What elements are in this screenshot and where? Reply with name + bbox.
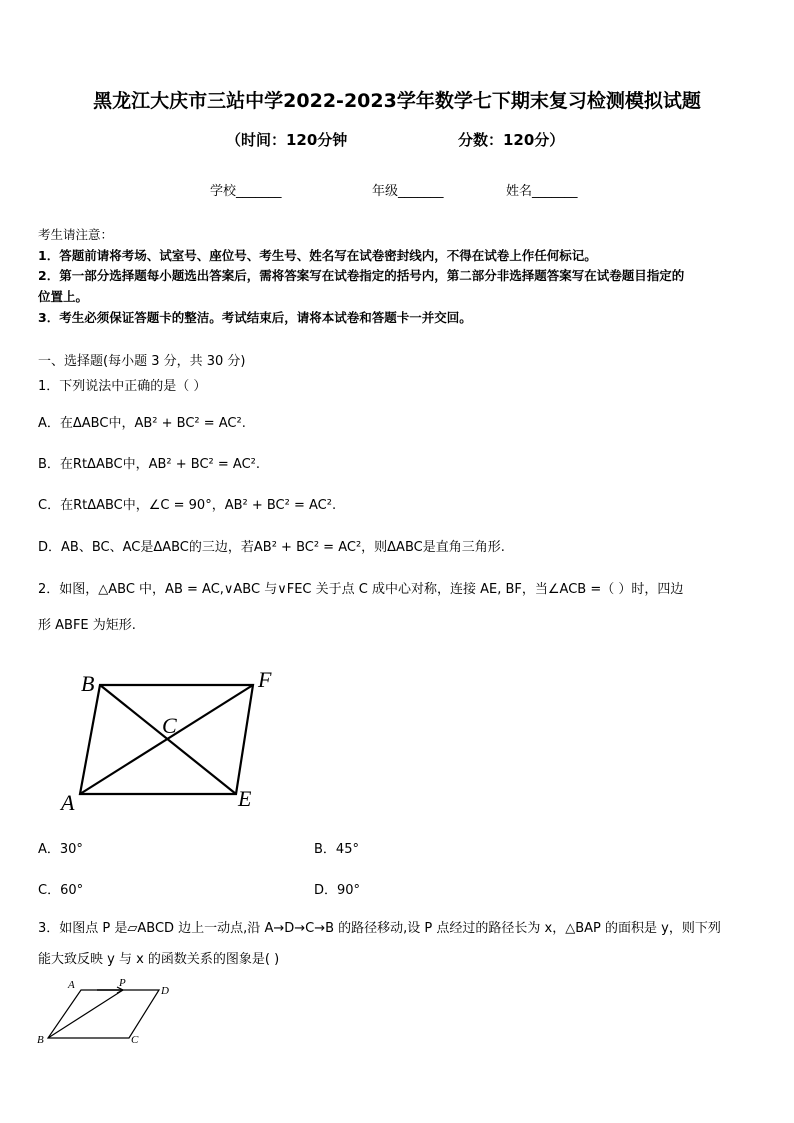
notes-heading: 考生请注意： [38,227,114,242]
grade-field[interactable]: 年级_______ [372,184,444,199]
q1-option-a[interactable]: A．在ΔABC中，AB² + BC² = AC². [38,416,246,431]
q2-figure [55,665,285,820]
q3-stem-line2: 能大致反映 y 与 x 的函数关系的图象是( ) [38,952,280,967]
note-item-3: 3．考生必须保证答题卡的整洁。考试结束后，请将本试卷和答题卡一并交回。 [38,310,472,325]
exam-score: 分数：120分） [458,131,565,149]
diagonal-fa [80,685,253,794]
exam-time: （时间：120分钟 [226,131,348,149]
section-heading: 一、选择题(每小题 3 分，共 30 分) [38,354,246,369]
label-b: B [81,671,95,696]
label-c: C [131,1034,139,1046]
q1-option-c[interactable]: C．在RtΔABC中，∠C = 90°，AB² + BC² = AC². [38,498,337,513]
page-title: 黑龙江大庆市三站中学2022-2023学年数学七下期末复习检测模拟试题 [93,90,701,112]
q2-option-a[interactable]: A．30° [38,842,83,857]
label-a: A [61,790,75,815]
label-e: E [238,786,252,811]
label-d: D [161,985,169,997]
school-field[interactable]: 学校_______ [210,184,282,199]
q1-stem: 1．下列说法中正确的是（ ） [38,379,207,394]
label-a: A [68,979,75,991]
note-item-1: 1．答题前请将考场、试室号、座位号、考生号、姓名写在试卷密封线内，不得在试卷上作任何标记。 [38,248,597,263]
parallelogram-abcd [48,990,159,1038]
segment-bp [48,990,123,1038]
label-p: P [119,977,126,989]
q2-stem-line2: 形 ABFE 为矩形. [38,618,136,633]
q2-stem-line1: 2．如图，△ABC 中，AB = AC,∨ABC 与∨FEC 关于点 C 成中心对称，连接 AE, BF，当∠ACB =（ ）时，四边 [38,582,684,597]
q3-figure [35,975,185,1050]
q1-option-d[interactable]: D．AB、BC、AC是ΔABC的三边，若AB² + BC² = AC²，则ΔABC是直角三角形. [38,540,505,555]
q2-option-c[interactable]: C．60° [38,883,84,898]
note-item-2-cont: 位置上。 [38,289,89,304]
name-field[interactable]: 姓名_______ [506,184,578,199]
note-item-2: 2．第一部分选择题每小题选出答案后，需将答案写在试卷指定的括号内，第二部分非选择题答案写在试卷题目指定的 [38,268,685,283]
label-b: B [37,1034,44,1046]
label-c: C [162,713,177,738]
q1-option-b[interactable]: B．在RtΔABC中，AB² + BC² = AC². [38,457,261,472]
q2-option-b[interactable]: B．45° [314,842,359,857]
q2-option-d[interactable]: D．90° [314,883,361,898]
q3-stem-line1: 3．如图点 P 是▱ABCD 边上一动点,沿 A→D→C→B 的路径移动,设 P 点经过的路径长为 x，△BAP 的面积是 y，则下列 [38,921,721,936]
label-f: F [258,667,272,692]
